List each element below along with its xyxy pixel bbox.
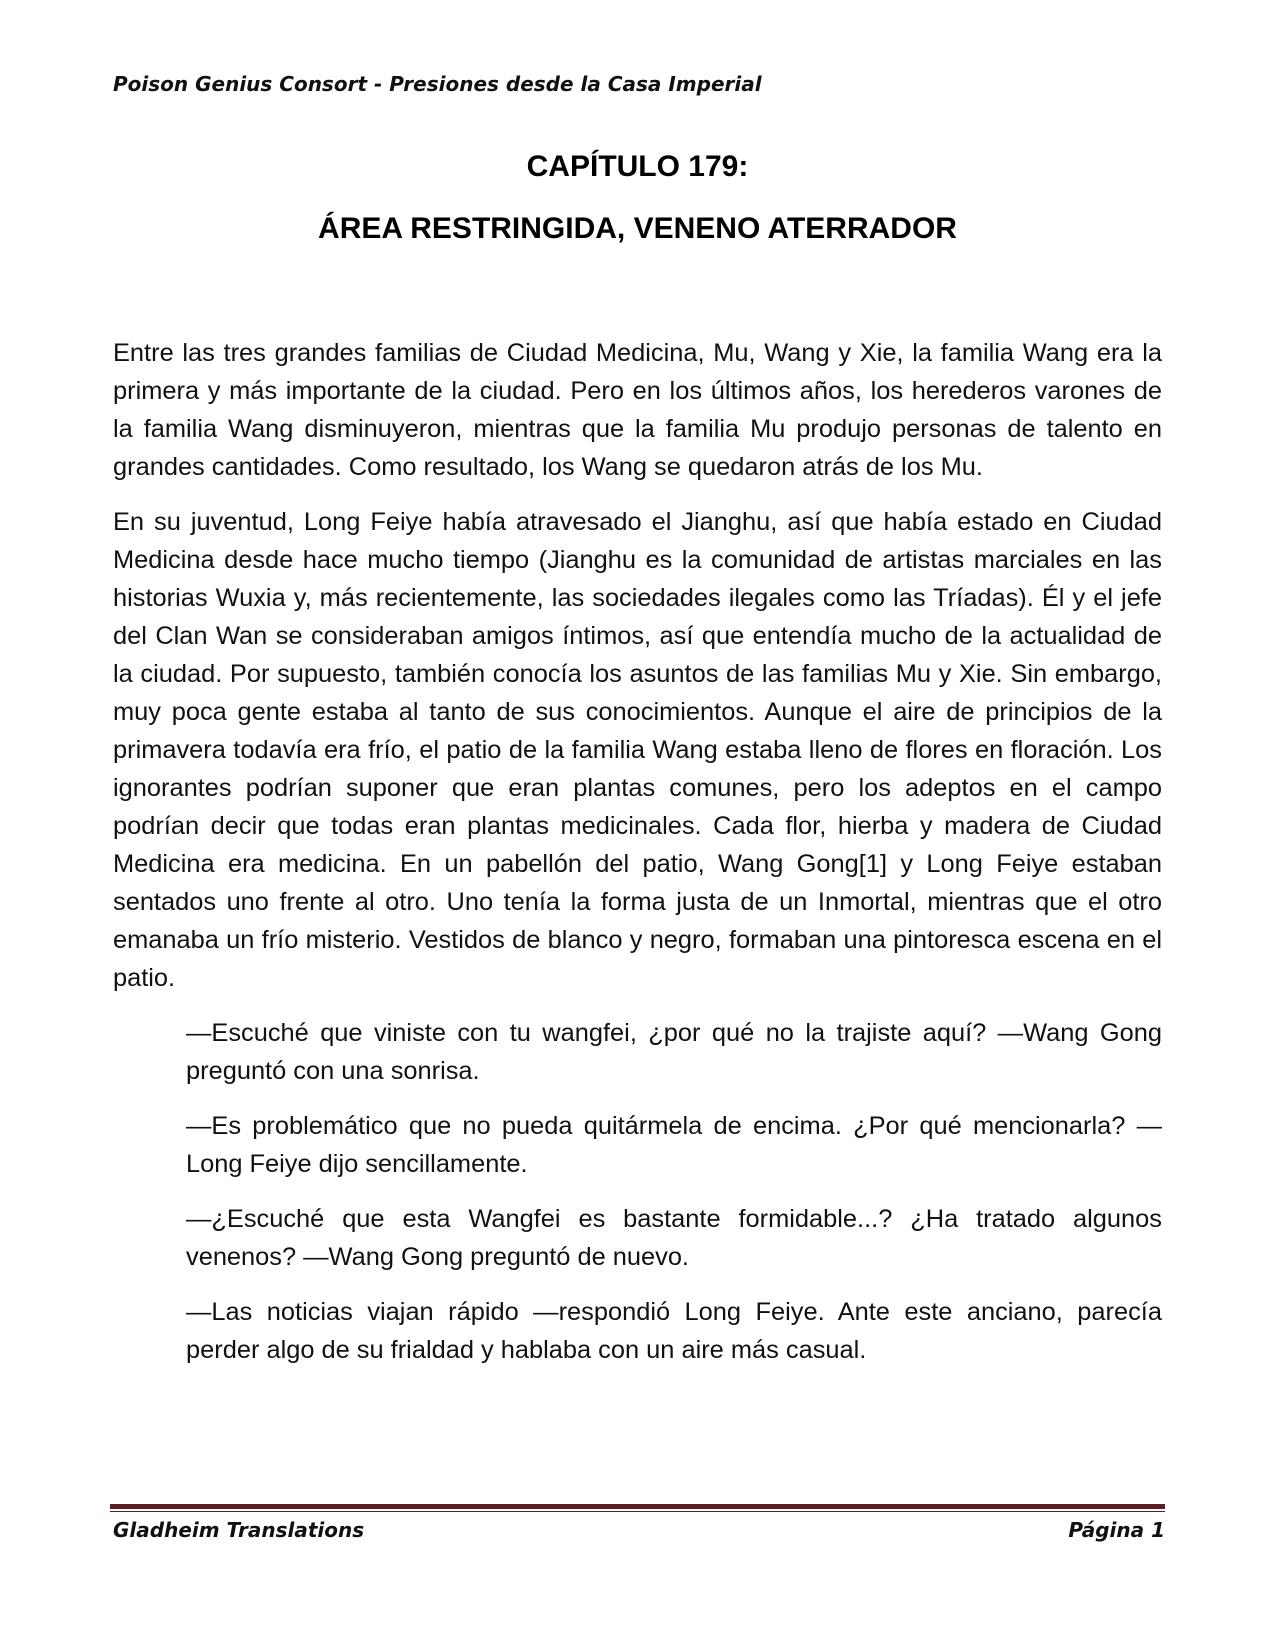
dialogue-line: —¿Escuché que esta Wangfei es bastante formidable...? ¿Ha tratado algunos venenos? —Wang Gong preguntó de nuevo.	[186, 1205, 1162, 1271]
chapter-number: CAPÍTULO 179:	[526, 150, 749, 183]
footer-rule-thin	[110, 1511, 1165, 1512]
footer-publisher: Gladheim Translations	[113, 1518, 365, 1542]
footer-rule	[110, 1504, 1165, 1509]
paragraph: En su juventud, Long Feiye había atravesado el Jianghu, así que había estado en Ciudad Medicina desde hace mucho tiempo (Jianghu es la comunidad de artistas marciales en las historias Wuxia y, más recientemente, las sociedades ilegales como las Tríadas). Él y el jefe del Clan Wan se consideraban amigos íntimos, así que entendía mucho de la actualidad de la ciudad. Por supuesto, también conocía los asuntos de las familias Mu y Xie. Sin embargo, muy poca gente estaba al tanto de sus conocimientos. Aunque el aire de principios de la primavera todavía era frío, el patio de la familia Wang estaba lleno de flores en floración. Los ignorantes podrían suponer que eran plantas comunes, pero los adeptos en el campo podrían decir que todas eran plantas medicinales. Cada flor, hierba y madera de Ciudad Medicina era medicina. En un pabellón del patio, Wang Gong[1] y Long Feiye estaban sentados uno frente al otro. Uno tenía la forma justa de un Inmortal, mientras que el otro emanaba un frío misterio. Vestidos de blanco y negro, formaban una pintoresca escena en el patio.	[113, 508, 1162, 992]
body-text	[113, 334, 1162, 1386]
dialogue-line: —Las noticias viajan rápido —respondió Long Feiye. Ante este anciano, parecía perder algo de su frialdad y hablaba con un aire más casual.	[186, 1298, 1162, 1364]
dialogue-line: —Es problemático que no pueda quitármela de encima. ¿Por qué mencionarla? —Long Feiye dijo sencillamente.	[186, 1112, 1162, 1178]
footer-page-number: Página 1	[1068, 1518, 1165, 1542]
running-header: Poison Genius Consort - Presiones desde la Casa Imperial	[113, 72, 762, 96]
chapter-title: ÁREA RESTRINGIDA, VENENO ATERRADOR	[318, 212, 957, 245]
paragraph: Entre las tres grandes familias de Ciudad Medicina, Mu, Wang y Xie, la familia Wang era la primera y más importante de la ciudad. Pero en los últimos años, los herederos varones de la familia Wang disminuyeron, mientras que la familia Mu produjo personas de talento en grandes cantidades. Como resultado, los Wang se quedaron atrás de los Mu.	[113, 339, 1162, 481]
dialogue-line: —Escuché que viniste con tu wangfei, ¿por qué no la trajiste aquí? —Wang Gong preguntó con una sonrisa.	[186, 1019, 1162, 1085]
